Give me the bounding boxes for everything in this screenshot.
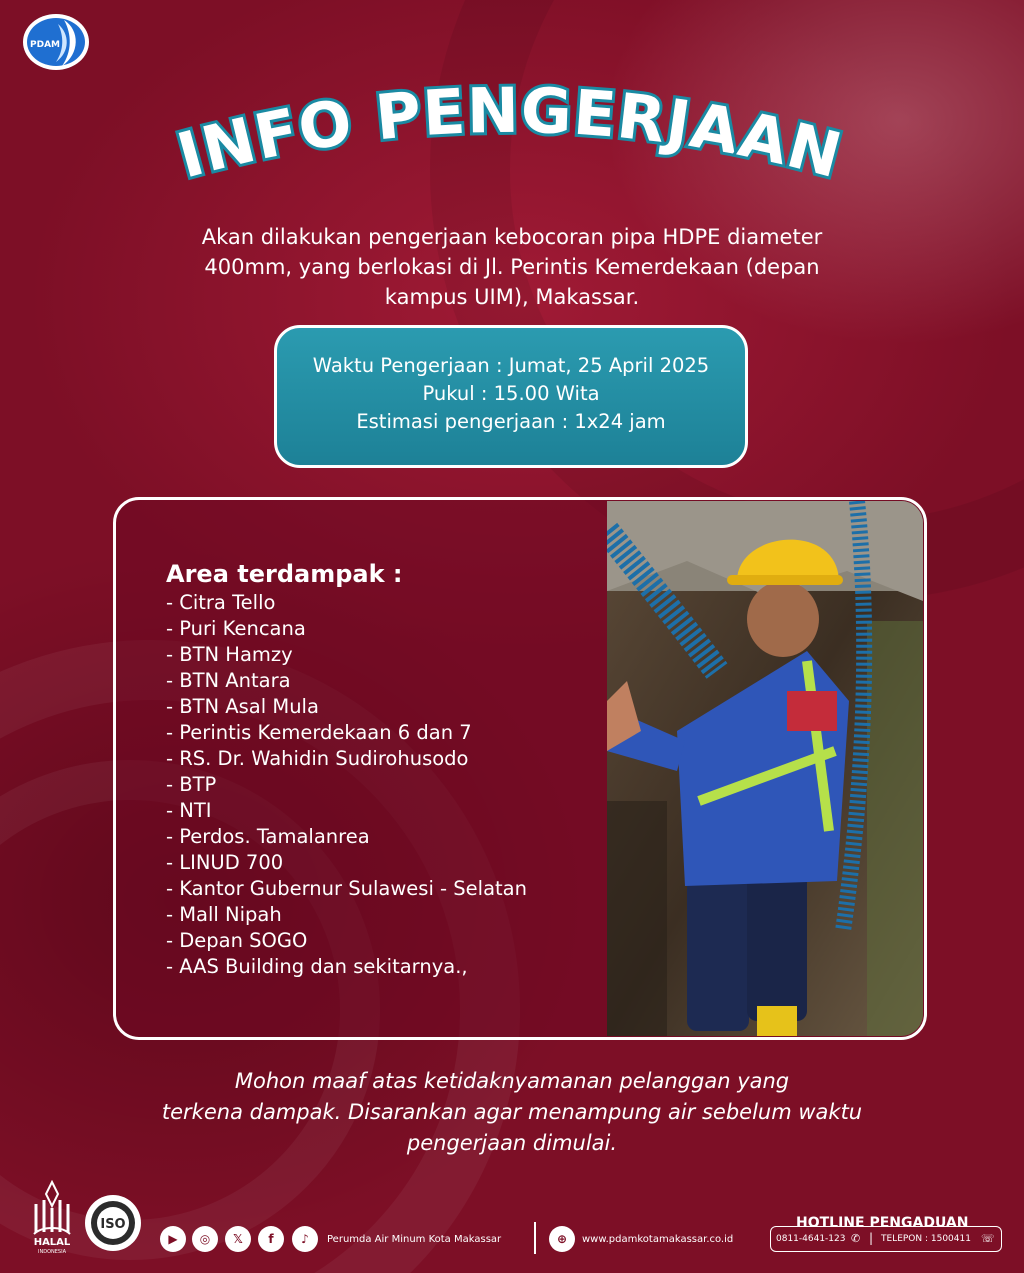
website-link[interactable]: www.pdamkotamakassar.co.id	[582, 1234, 734, 1245]
whatsapp-number[interactable]: 0811-4641-123	[776, 1234, 846, 1244]
hotline-title: HOTLINE PENGADUAN	[796, 1215, 969, 1231]
affected-area-item: - LINUD 700	[166, 851, 284, 874]
telephone-number[interactable]: TELEPON : 1500411	[881, 1234, 971, 1244]
affected-area-item: - Perintis Kemerdekaan 6 dan 7	[166, 721, 472, 744]
intro-line: Akan dilakukan pengerjaan kebocoran pipa HDPE diameter	[201, 225, 823, 249]
globe-icon: ⊕	[549, 1226, 575, 1252]
affected-area-item: - BTP	[166, 773, 217, 796]
schedule-box	[274, 325, 748, 468]
affected-area-item: - Mall Nipah	[166, 903, 282, 926]
logo-text: PDAM	[30, 40, 60, 50]
intro-line: 400mm, yang berlokasi di Jl. Perintis Kemerdekaan (depan	[204, 255, 820, 279]
affected-area-item: - BTN Hamzy	[166, 643, 293, 666]
instagram-icon[interactable]: ◎	[192, 1226, 218, 1252]
halal-logo	[28, 1180, 76, 1254]
company-name: Perumda Air Minum Kota Makassar	[327, 1234, 502, 1245]
whatsapp-icon: ✆	[851, 1232, 861, 1245]
closing-line: Mohon maaf atas ketidaknyamanan pelanggan yang	[234, 1069, 790, 1093]
youtube-icon[interactable]: ▶	[160, 1226, 186, 1252]
page-title	[120, 82, 900, 212]
closing-message	[110, 1066, 914, 1159]
affected-area-item: - Kantor Gubernur Sulawesi - Selatan	[166, 877, 527, 900]
affected-area-item: - Citra Tello	[166, 591, 276, 614]
schedule-estimate: Estimasi pengerjaan : 1x24 jam	[356, 410, 666, 433]
hotline-separator: |	[869, 1231, 874, 1245]
affected-area-item: - RS. Dr. Wahidin Sudirohusodo	[166, 747, 469, 770]
worker-illustration	[607, 501, 923, 1036]
tiktok-icon[interactable]: ♪	[292, 1226, 318, 1252]
schedule-date: Waktu Pengerjaan : Jumat, 25 April 2025	[312, 354, 710, 377]
closing-line: terkena dampak. Disarankan agar menampung air sebelum waktu	[161, 1100, 863, 1124]
iso-badge	[83, 1193, 143, 1253]
phone-icon: ☏	[981, 1232, 995, 1245]
halal-label: HALAL	[33, 1237, 71, 1248]
affected-area-item: - Puri Kencana	[166, 617, 306, 640]
facebook-icon[interactable]: f	[258, 1226, 284, 1252]
affected-area-item: - AAS Building dan sekitarnya.,	[166, 955, 468, 978]
hotline-box	[770, 1226, 1002, 1252]
intro-paragraph	[120, 222, 904, 312]
intro-line: kampus UIM), Makassar.	[384, 285, 640, 309]
x-icon[interactable]: 𝕏	[225, 1226, 251, 1252]
iso-label: ISO	[100, 1217, 126, 1232]
schedule-time: Pukul : 15.00 Wita	[422, 382, 600, 405]
worker-photo	[607, 501, 923, 1036]
title-text: INFO PENGERJAAN	[169, 82, 850, 193]
affected-area-item: - Depan SOGO	[166, 929, 308, 952]
affected-area-item: - BTN Asal Mula	[166, 695, 319, 718]
affected-area-item: - BTN Antara	[166, 669, 291, 692]
footer-divider	[534, 1222, 536, 1254]
halal-sub: INDONESIA	[38, 1249, 66, 1254]
affected-area-list	[166, 590, 527, 980]
affected-area-item: - Perdos. Tamalanrea	[166, 825, 370, 848]
pdam-logo	[22, 12, 92, 72]
closing-line: pengerjaan dimulai.	[406, 1131, 618, 1155]
affected-area-item: - NTI	[166, 799, 212, 822]
affected-area-title: Area terdampak :	[166, 560, 403, 588]
